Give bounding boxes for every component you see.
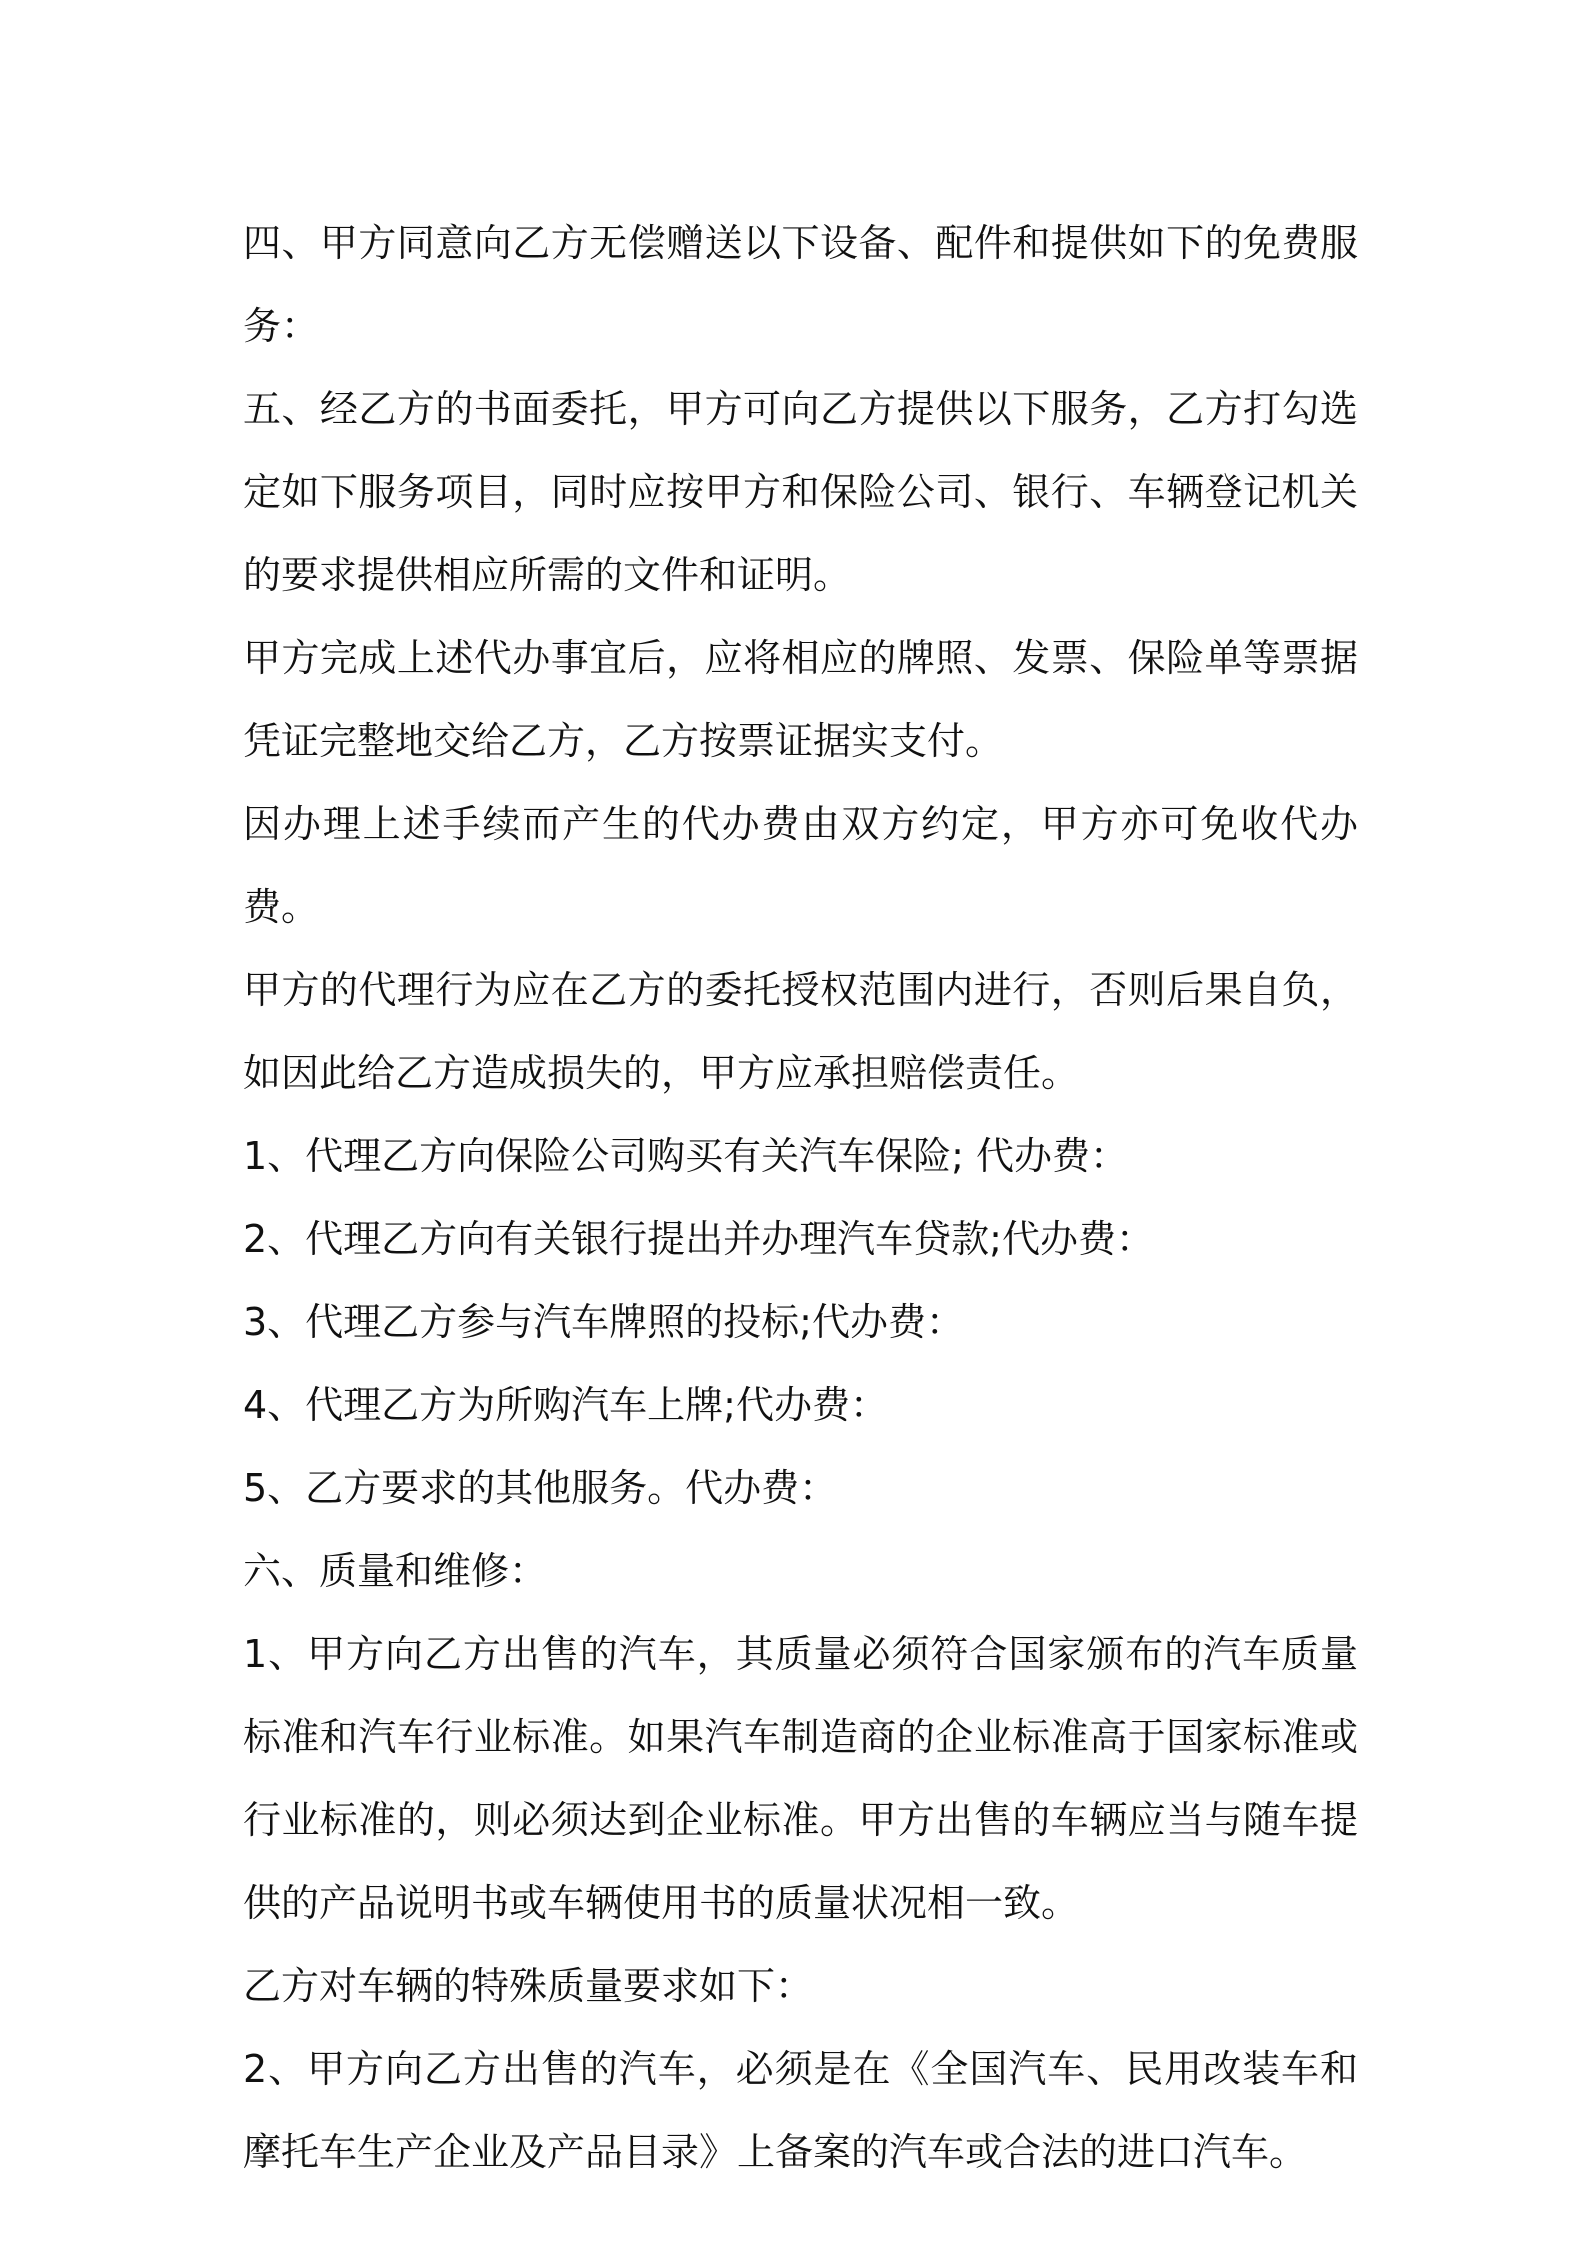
service-item-1: 1、代理乙方向保险公司购买有关汽车保险; 代办费： [243, 1134, 1129, 1178]
service-item-4: 4、代理乙方为所购汽车上牌;代办费： [243, 1383, 888, 1427]
paragraph-agency-liability: 甲方的代理行为应在乙方的委托授权范围内进行，否则后果自负，如因此给乙方造成损失的，甲方应承担赔偿责任。 [243, 968, 1358, 1095]
paragraph-handover-documents: 甲方完成上述代办事宜后，应将相应的牌照、发票、保险单等票据凭证完整地交给乙方，乙方按票证据实支付。 [243, 636, 1358, 763]
special-quality-requirements: 乙方对车辆的特殊质量要求如下： [243, 1964, 814, 2008]
paragraph-agency-fee: 因办理上述手续而产生的代办费由双方约定，甲方亦可免收代办费。 [243, 802, 1358, 929]
service-item-2: 2、代理乙方向有关银行提出并办理汽车贷款;代办费： [243, 1217, 1154, 1261]
clause-4-free-services: 四、甲方同意向乙方无偿赠送以下设备、配件和提供如下的免费服务： [243, 221, 1358, 348]
clause-5-entrusted-services: 五、经乙方的书面委托，甲方可向乙方提供以下服务，乙方打勾选定如下服务项目，同时应按甲方和保险公司、银行、车辆登记机关的要求提供相应所需的文件和证明。 [243, 387, 1358, 597]
quality-item-1: 1、甲方向乙方出售的汽车，其质量必须符合国家颁布的汽车质量标准和汽车行业标准。如果汽车制造商的企业标准高于国家标准或行业标准的，则必须达到企业标准。甲方出售的车辆应当与随车提供的产品说明书或车辆使用书的质量状况相一致。 [243, 1632, 1358, 1925]
quality-item-2: 2、甲方向乙方出售的汽车，必须是在《全国汽车、民用改装车和摩托车生产企业及产品目录》上备案的汽车或合法的进口汽车。 [243, 2047, 1358, 2174]
section-6-heading: 六、质量和维修： [243, 1549, 548, 1593]
service-item-5: 5、乙方要求的其他服务。代办费： [243, 1466, 838, 1510]
service-item-3: 3、代理乙方参与汽车牌照的投标;代办费： [243, 1300, 964, 1344]
document-body [243, 202, 1358, 2194]
